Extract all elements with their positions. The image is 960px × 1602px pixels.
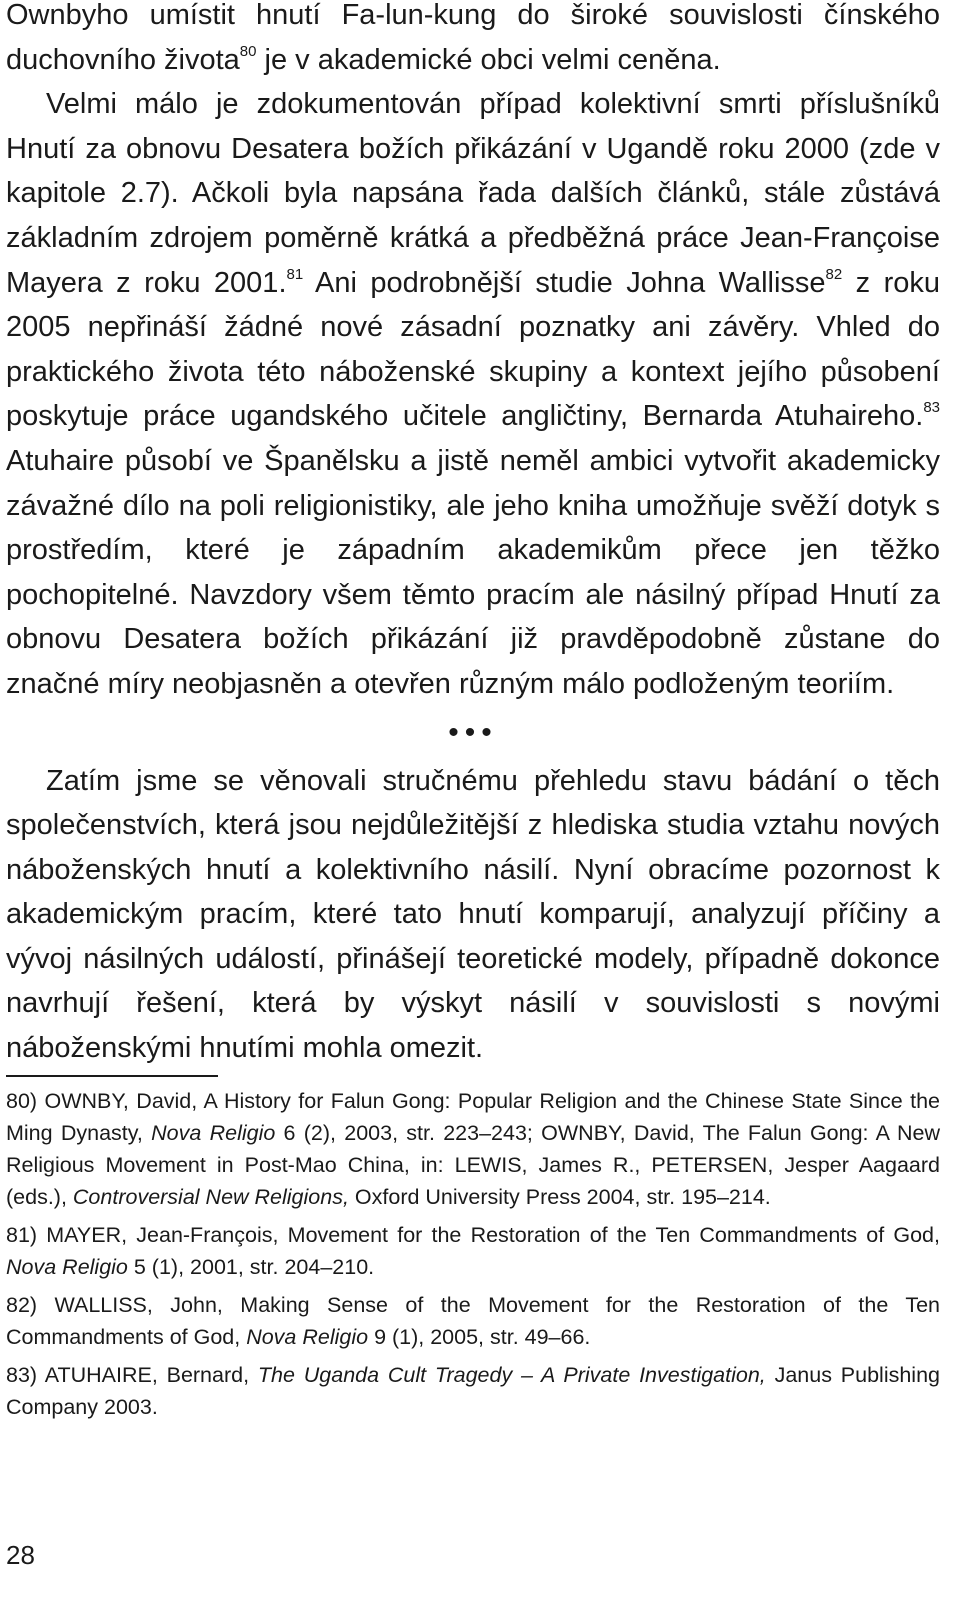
text-segment: 5 (1), 2001, str. 204–210. (127, 1254, 375, 1279)
page-content (6, 0, 940, 1429)
text-segment: 83) ATUHAIRE, Bernard, (6, 1362, 258, 1387)
text-segment: je v akademické obci velmi ceněna. (256, 43, 721, 76)
footnote-83 (6, 1359, 940, 1423)
book-title: The Uganda Cult Tragedy – A Private Investigation, (257, 1362, 766, 1387)
text-segment: 82) WALLISS, John, Making Sense of the Movement for the Restoration of the Ten Commandments of God, (6, 1292, 940, 1349)
text-segment: 81) MAYER, Jean-François, Movement for the Restoration of the Ten Commandments of God, (6, 1222, 940, 1247)
journal-title: Nova Religio (6, 1254, 128, 1279)
text-segment: Oxford University Press 2004, str. 195–214. (348, 1184, 771, 1209)
footnote-rule (6, 1075, 218, 1077)
text-segment: Zatím jsme se věnovali stručnému přehledu stavu bádání o těch společenstvích, která jsou nejdůležitější z hlediska studia vztahu nových náboženských hnutí a kolektivního násilí. Nyní obracíme pozornost k akademickým pracím, které tato hnutí komparují, analyzují příčiny a vývoj násilných událostí, přinášejí teoretické modely, případně dokonce navrhují řešení, která by výskyt násilí v souvislosti s novými náboženskými hnutími mohla omezit. (6, 764, 940, 1065)
body-paragraph-2 (6, 82, 940, 706)
journal-title: Nova Religio (151, 1120, 276, 1145)
text-segment: Ownbyho umístit hnutí Fa-lun-kung do široké souvislosti čínského duchovního života (6, 0, 940, 76)
book-title: Controversial New Religions, (72, 1184, 349, 1209)
text-segment: 80) OWNBY, David, A History for Falun Gong: Popular Religion and the Chinese State Since the Ming Dynasty, (6, 1088, 940, 1145)
section-separator: ••• (448, 715, 498, 749)
body-paragraph-3 (6, 759, 940, 1071)
footnotes-section (6, 1085, 940, 1423)
footnote-ref-82[interactable]: 82 (825, 265, 843, 283)
text-segment: Atuhaire působí ve Španělsku a jistě neměl ambici vytvořit akademicky závažné dílo na poli religionistiky, ale jeho kniha umožňuje svěží dotyk s prostředím, které je západním akademikům přece jen těžko pochopitelné. Navzdory všem těmto pracím ale násilný případ Hnutí za obnovu Desatera božích přikázání již pravděpodobně zůstane do značné míry neobjasněn a otevřen různým málo podloženým teoriím. (6, 444, 940, 700)
journal-title: Nova Religio (246, 1324, 369, 1349)
footnote-80 (6, 1085, 940, 1213)
text-segment: Ani podrobnější studie Johna Wallisse (303, 266, 826, 299)
footnote-81 (6, 1219, 940, 1283)
footnote-ref-81[interactable]: 81 (286, 265, 304, 283)
page-number: 28 (6, 1540, 35, 1570)
footnote-82 (6, 1289, 940, 1353)
footnote-ref-83[interactable]: 83 (923, 399, 940, 417)
text-segment: Velmi málo je zdokumentován případ kolektivní smrti příslušníků Hnutí za obnovu Desatera božích přikázání v Ugandě roku 2000 (zde v kapitole 2.7). Ačkoli byla napsána řada dalších článků, stále zůstává základním zdrojem poměrně krátká a předběžná práce Jean-Françoise Mayera z roku 2001. (6, 88, 940, 299)
text-segment: 6 (2), 2003, str. 223–243; OWNBY, David, The Falun Gong: A New Religious Movement in Post-Mao China, in: LEWIS, James R., PETERSEN, Jesper Aagaard (eds.), (6, 1120, 940, 1209)
text-segment: Janus Publishing Company 2003. (6, 1362, 940, 1419)
text-segment: z roku 2005 nepřináší žádné nové zásadní poznatky ani závěry. Vhled do praktického života této náboženské skupiny a kontext jejího působení poskytuje práce ugandského učitele angličtiny, Bernarda Atuhaireho. (6, 266, 941, 433)
body-paragraph-1 (6, 0, 940, 82)
footnote-ref-80[interactable]: 80 (239, 42, 257, 60)
text-segment: 9 (1), 2005, str. 49–66. (368, 1324, 591, 1349)
